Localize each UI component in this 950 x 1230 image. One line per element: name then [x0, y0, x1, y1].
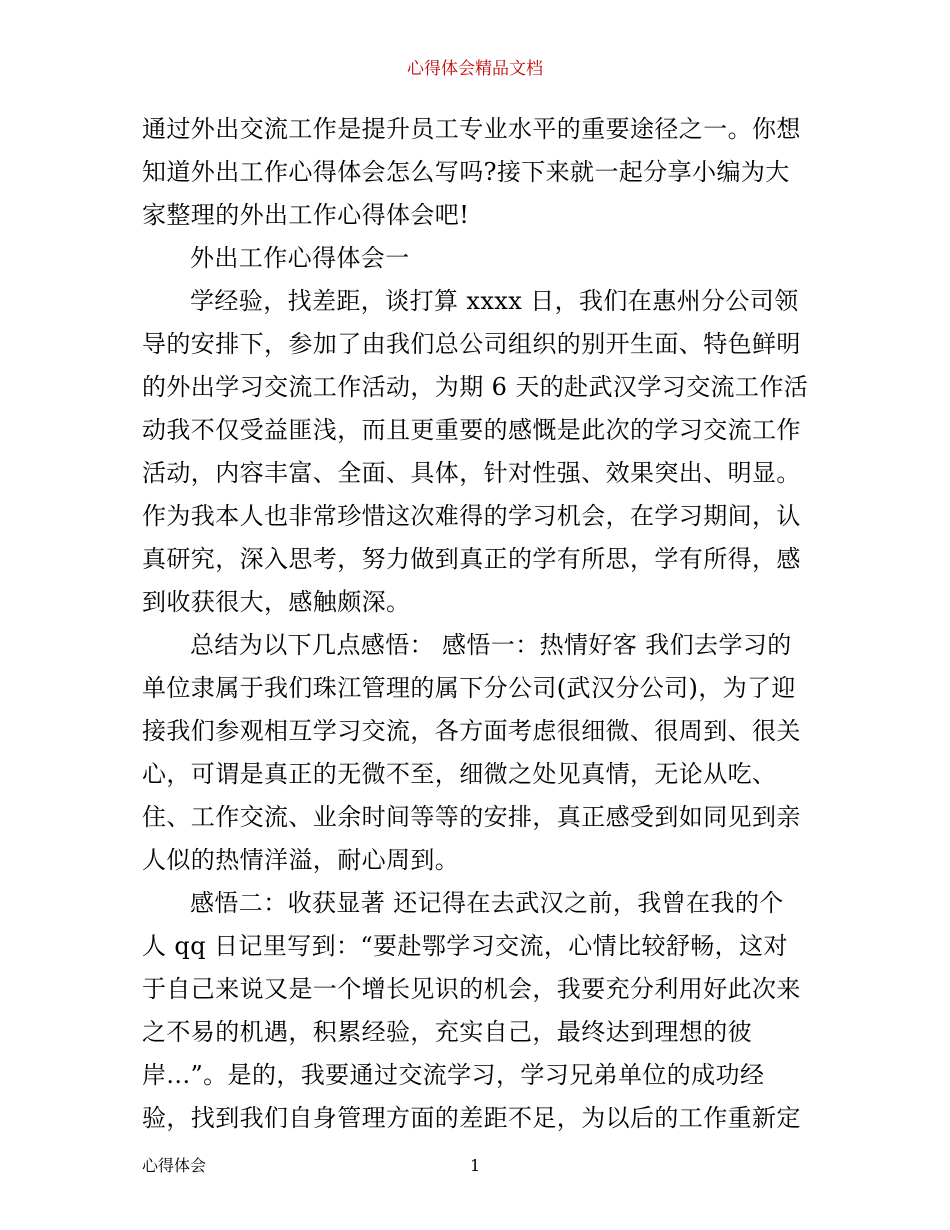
body-line: 感悟二：收获显著 还记得在去武汉之前，我曾在我的个	[190, 889, 784, 917]
body-line: 心，可谓是真正的无微不至，细微之处见真情，无论从吃、	[142, 760, 777, 788]
body-line: 活动，内容丰富、全面、具体，针对性强、效果突出、明显。	[142, 459, 801, 487]
body-line: 导的安排下，参加了由我们总公司组织的别开生面、特色鲜明	[142, 330, 801, 358]
body-line: 作为我本人也非常珍惜这次难得的学习机会，在学习期间，认	[142, 502, 801, 530]
section-heading: 外出工作心得体会一	[190, 244, 410, 272]
body-line: 验，找到我们自身管理方面的差距不足，为以后的工作重新定	[142, 1104, 801, 1132]
body-line: 之不易的机遇，积累经验，充实自己，最终达到理想的彼	[142, 1018, 752, 1046]
body-line: 动我不仅受益匪浅，而且更重要的感慨是此次的学习交流工作	[142, 416, 801, 444]
page-number: 1	[470, 1156, 481, 1175]
body-line: 岸...”。是的，我要通过交流学习，学习兄弟单位的成功经	[142, 1061, 765, 1089]
footer-label: 心得体会	[142, 1156, 207, 1175]
body-line: 到收获很大，感触颇深。	[142, 588, 411, 616]
body-line: 人 qq 日记里写到：“要赴鄂学习交流，心情比较舒畅，这对	[142, 932, 788, 960]
document-body	[142, 108, 814, 1140]
body-line: 知道外出工作心得体会怎么写吗?接下来就一起分享小编为大	[142, 158, 790, 186]
document-header: 心得体会精品文档	[407, 59, 543, 79]
body-line: 总结为以下几点感悟： 感悟一：热情好客 我们去学习的	[190, 631, 792, 659]
body-line: 单位隶属于我们珠江管理的属下分公司(武汉分公司)，为了迎	[142, 674, 796, 702]
body-line: 通过外出交流工作是提升员工专业水平的重要途径之一。你想	[142, 115, 801, 143]
body-line: 住、工作交流、业余时间等等的安排，真正感受到如同见到亲	[142, 803, 801, 831]
body-line: 接我们参观相互学习交流，各方面考虑很细微、很周到、很关	[142, 717, 801, 745]
body-line: 真研究，深入思考，努力做到真正的学有所思，学有所得，感	[142, 545, 801, 573]
body-line: 人似的热情洋溢，耐心周到。	[142, 846, 460, 874]
body-line: 于自己来说又是一个增长见识的机会，我要充分利用好此次来	[142, 975, 801, 1003]
body-line: 学经验，找差距，谈打算 xxxx 日，我们在惠州分公司领	[190, 287, 799, 315]
body-line: 的外出学习交流工作活动，为期 6 天的赴武汉学习交流工作活	[142, 373, 809, 401]
body-line: 家整理的外出工作心得体会吧!	[142, 201, 470, 229]
